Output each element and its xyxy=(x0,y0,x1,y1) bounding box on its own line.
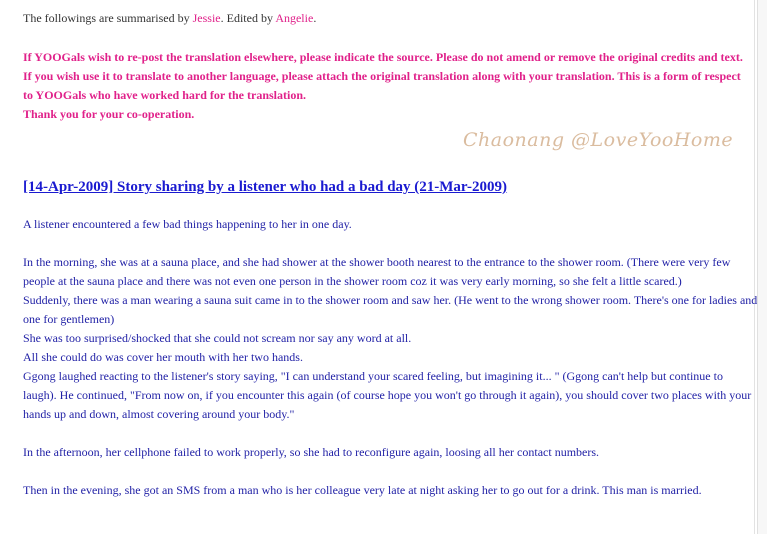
repost-notice-thanks: Thank you for your co-operation. xyxy=(23,107,195,121)
summariser-name: Jessie xyxy=(192,11,221,25)
afternoon-paragraph: In the afternoon, her cellphone failed to work properly, so she had to reconfigure again, loosing all her contact numbers. xyxy=(23,445,600,459)
morning-paragraph-3: She was too surprised/shocked that she could not scream nor say any word at all. xyxy=(23,331,412,345)
watermark: Chaonang @LoveYooHome xyxy=(463,129,734,151)
article-intro: A listener encountered a few bad things happening to her in one day. xyxy=(23,217,352,231)
article-body xyxy=(23,215,758,500)
evening-paragraph: Then in the evening, she got an SMS from a man who is her colleague very late at night asking her to go out for a drink. This man is married. xyxy=(23,483,702,497)
morning-paragraph-2: Suddenly, there was a man wearing a sauna suit came in to the shower room and saw her. (He went to the wrong shower room. There's one for ladies and one for gentlemen) xyxy=(23,293,758,326)
repost-notice-text: If YOOGals wish to re-post the translation elsewhere, please indicate the source. Please do not amend or remove the original credits and text. If you wish use it to translate to another language, please attach the original translation along with your translation. This is a form of respect to YOOGals who have worked hard for the translation. xyxy=(23,50,743,102)
credits-prefix: The followings are summarised by xyxy=(23,11,193,25)
editor-name: Angelie xyxy=(275,11,314,25)
morning-paragraph-4: All she could do was cover her mouth with her two hands. xyxy=(23,350,303,364)
credits-suffix: . xyxy=(313,11,317,25)
credits-middle: . Edited by xyxy=(220,11,276,25)
morning-paragraph-1: In the morning, she was at a sauna place, and she had shower at the shower booth nearest to the entrance to the shower room. (There were very few people at the sauna place and there was not even one person in the shower room coz it was very early morning, so she felt a little scared.) xyxy=(23,255,731,288)
page-edge-bar xyxy=(757,0,767,534)
article-title-link[interactable]: [14-Apr-2009] Story sharing by a listener who had a bad day (21-Mar-2009) xyxy=(23,179,508,195)
morning-paragraph-5: Ggong laughed reacting to the listener's story saying, "I can understand your scared feeling, but imagining it... " (Ggong can't help but continue to laugh). He continued, "From now on, if you encounter this again (of course hope you won't go through it again), you should cover two places with your hands up and down, almost covering around your body." xyxy=(23,369,752,421)
credits-line xyxy=(23,9,743,28)
repost-notice xyxy=(23,48,748,124)
